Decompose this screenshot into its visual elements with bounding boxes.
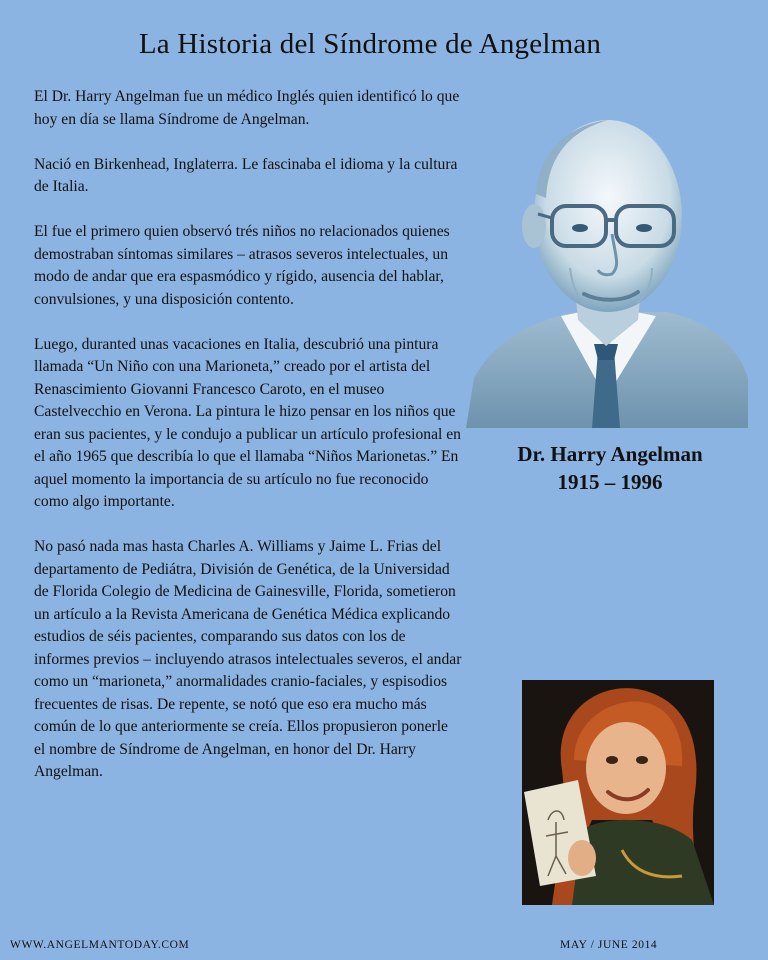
portrait-photo [466, 98, 748, 428]
paragraph-observation: El fue el primero quien observó trés niños no relacionados quienes demostraban síntomas similares – atrasos severos intelectuales, un modo de andar que era espasmódico y rígido, ausencia del hablar, convulsiones, y una disposición contento. [34, 223, 450, 308]
portrait-caption [470, 440, 750, 496]
paragraph-intro: El Dr. Harry Angelman fue un médico Inglés quien identificó lo que hoy en día se llama Síndrome de Angelman. [34, 88, 460, 128]
paragraph-birthplace: Nació en Birkenhead, Inglaterra. Le fascinaba el idioma y la cultura de Italia. [34, 155, 458, 195]
footer-date: MAY / JUNE 2014 [560, 939, 658, 951]
caption-years: 1915 – 1996 [557, 470, 663, 494]
page-title: La Historia del Síndrome de Angelman [138, 28, 602, 60]
paragraph-painting: Luego, duranted unas vacaciones en Italia, descubrió una pintura llamada “Un Niño con una Marioneta,” creado por el artista del Renascimiento Giovanni Francesco Caroto, en el museo Castelvecchio en Verona. La pintura le hizo pensar en los niños que eran sus pacientes, y le condujo a publicar un artículo profesional en el año 1965 que describía lo que el llamaba “Niños Marionetas.” En aquel momento la importancia de su artículo no fue reconocido como algo importante. [34, 335, 461, 510]
painting-image [522, 680, 714, 905]
footer-website: WWW.ANGELMANTODAY.COM [10, 939, 190, 951]
paragraph-naming: No pasó nada mas hasta Charles A. Williams y Jaime L. Frias del departamento de Pediátra, División de Genética, de la Universidad de Florida Colegio de Medicina de Gainesville, Florida, sometieron un artículo a la Revista Americana de Genética Médica explicando estudios de séis pacientes, comparando sus datos con los de informes previos – incluyendo atrasos intelectuales severos, el andar como un “marioneta,” anormalidades cranio-faciales, y espisodios frecuentes de risas. De repente, se notó que eso era mucho más común de lo que anteriormente se creía. Ellos propusieron ponerle el nombre de Síndrome de Angelman, en honor del Dr. Harry Angelman. [34, 538, 462, 780]
article-body [34, 86, 462, 806]
caption-name: Dr. Harry Angelman [517, 442, 703, 466]
